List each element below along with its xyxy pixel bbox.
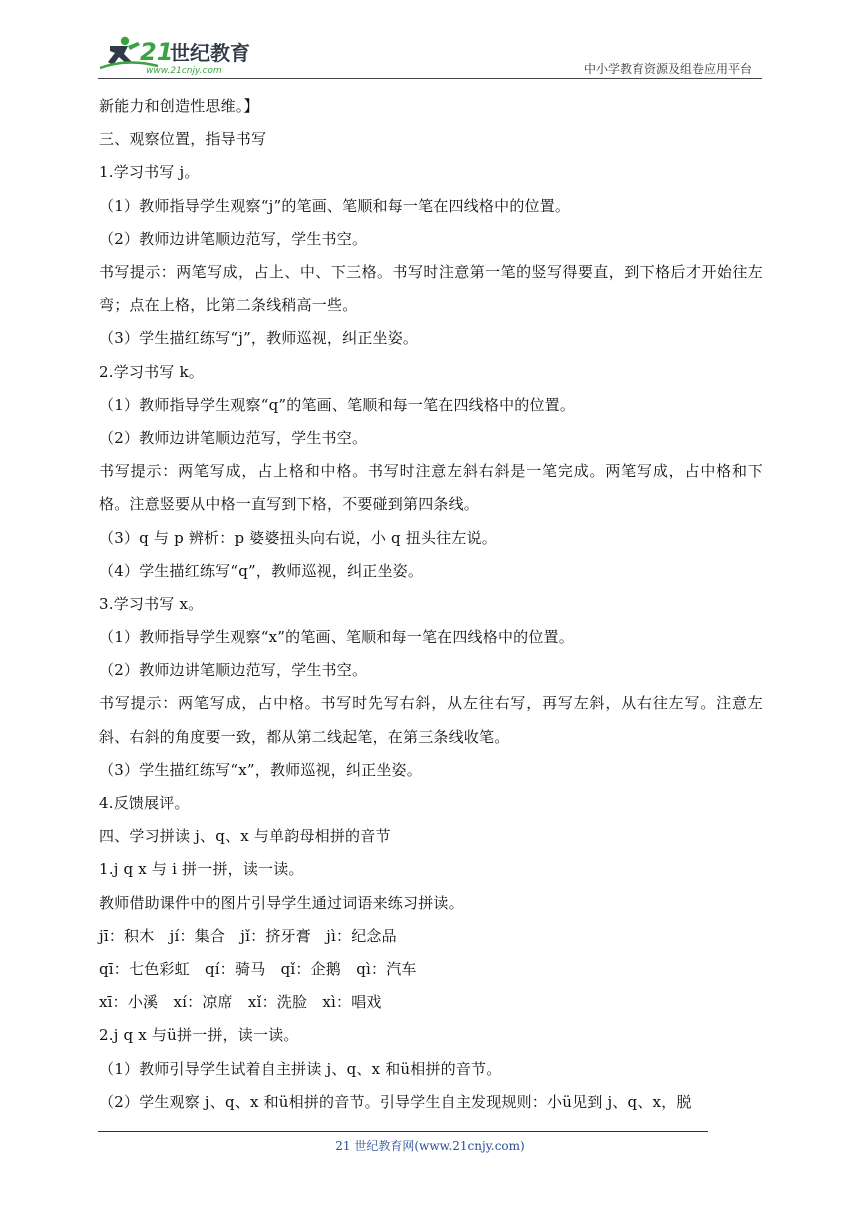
svg-text:21: 21 bbox=[140, 38, 174, 66]
svg-text:世纪教育: 世纪教育 bbox=[170, 41, 250, 65]
page-header bbox=[98, 32, 762, 78]
text-line: （3）q 与 p 辨析：p 婆婆扭头向右说，小 q 扭头往左说。 bbox=[99, 528, 497, 547]
text-line: （4）学生描红练写“q”，教师巡视，纠正坐姿。 bbox=[99, 561, 424, 580]
site-logo bbox=[98, 32, 263, 76]
footer-link[interactable]: 21 世纪教育网(www.21cnjy.com) bbox=[335, 1139, 525, 1153]
footer-divider bbox=[98, 1131, 708, 1132]
text-line: （3）学生描红练写“x”，教师巡视，纠正坐姿。 bbox=[99, 760, 422, 779]
text-line: （2）教师边讲笔顺边范写，学生书空。 bbox=[99, 661, 368, 680]
pinyin-line: jī：积木 jí：集合 jǐ：挤牙膏 jì：纪念品 bbox=[99, 926, 397, 945]
writing-tip: 书写提示：两笔写成，占上、中、下三格。书写时注意第一笔的竖写得要直，到下格后才开始往左弯；点在上格，比第二条线稍高一些。 bbox=[99, 262, 763, 315]
text-line: （3）学生描红练写“j”，教师巡视，纠正坐姿。 bbox=[99, 329, 419, 348]
platform-tagline: 中小学教育资源及组卷应用平台 bbox=[583, 62, 752, 76]
text-line: 教师借助课件中的图片引导学生通过词语来练习拼读。 bbox=[99, 893, 464, 912]
text-line: （1）教师引导学生试着自主拼读 j、q、x 和ü相拼的音节。 bbox=[99, 1059, 502, 1078]
subheading: 2.j q x 与ü拼一拼，读一读。 bbox=[99, 1026, 299, 1045]
text-line: （2）学生观察 j、q、x 和ü相拼的音节。引导学生自主发现规则：小ü见到 j、q、x，脱 bbox=[99, 1092, 692, 1111]
header-divider bbox=[98, 78, 762, 79]
subheading: 1.j q x 与 i 拼一拼，读一读。 bbox=[99, 860, 304, 879]
writing-tip: 书写提示：两笔写成，占中格。书写时先写右斜，从左往右写，再写左斜，从右往左写。注意左斜、右斜的角度要一致，都从第二线起笔，在第三条线收笔。 bbox=[99, 694, 763, 746]
section-heading: 三、观察位置，指导书写 bbox=[99, 130, 267, 149]
svg-text:www.21cnjy.com: www.21cnjy.com bbox=[146, 66, 222, 76]
text-line: （2）教师边讲笔顺边范写，学生书空。 bbox=[99, 428, 368, 447]
text-line: （1）教师指导学生观察“j”的笔画、笔顺和每一笔在四线格中的位置。 bbox=[99, 196, 571, 215]
pinyin-line: qī：七色彩虹 qí：骑马 qǐ：企鹅 qì：汽车 bbox=[99, 959, 417, 978]
text-line: （1）教师指导学生观察“q”的笔画、笔顺和每一笔在四线格中的位置。 bbox=[99, 395, 576, 414]
document-body bbox=[99, 90, 763, 1119]
subheading: 2.学习书写 k。 bbox=[99, 362, 204, 381]
runner-logo-icon bbox=[98, 32, 263, 76]
subheading: 4.反馈展评。 bbox=[99, 794, 190, 813]
subheading: 3.学习书写 x。 bbox=[99, 594, 204, 613]
text-line: 新能力和创造性思维。】 bbox=[99, 97, 259, 115]
pinyin-line: xī：小溪 xí：凉席 xǐ：洗脸 xì：唱戏 bbox=[99, 993, 382, 1012]
text-line: （1）教师指导学生观察“x”的笔画、笔顺和每一笔在四线格中的位置。 bbox=[99, 628, 574, 647]
section-heading: 四、学习拼读 j、q、x 与单韵母相拼的音节 bbox=[99, 827, 391, 846]
writing-tip: 书写提示：两笔写成，占上格和中格。书写时注意左斜右斜是一笔完成。两笔写成，占中格和下格。注意竖要从中格一直写到下格，不要碰到第四条线。 bbox=[99, 462, 763, 514]
subheading: 1.学习书写 j。 bbox=[99, 163, 200, 182]
text-line: （2）教师边讲笔顺边范写，学生书空。 bbox=[99, 229, 368, 248]
